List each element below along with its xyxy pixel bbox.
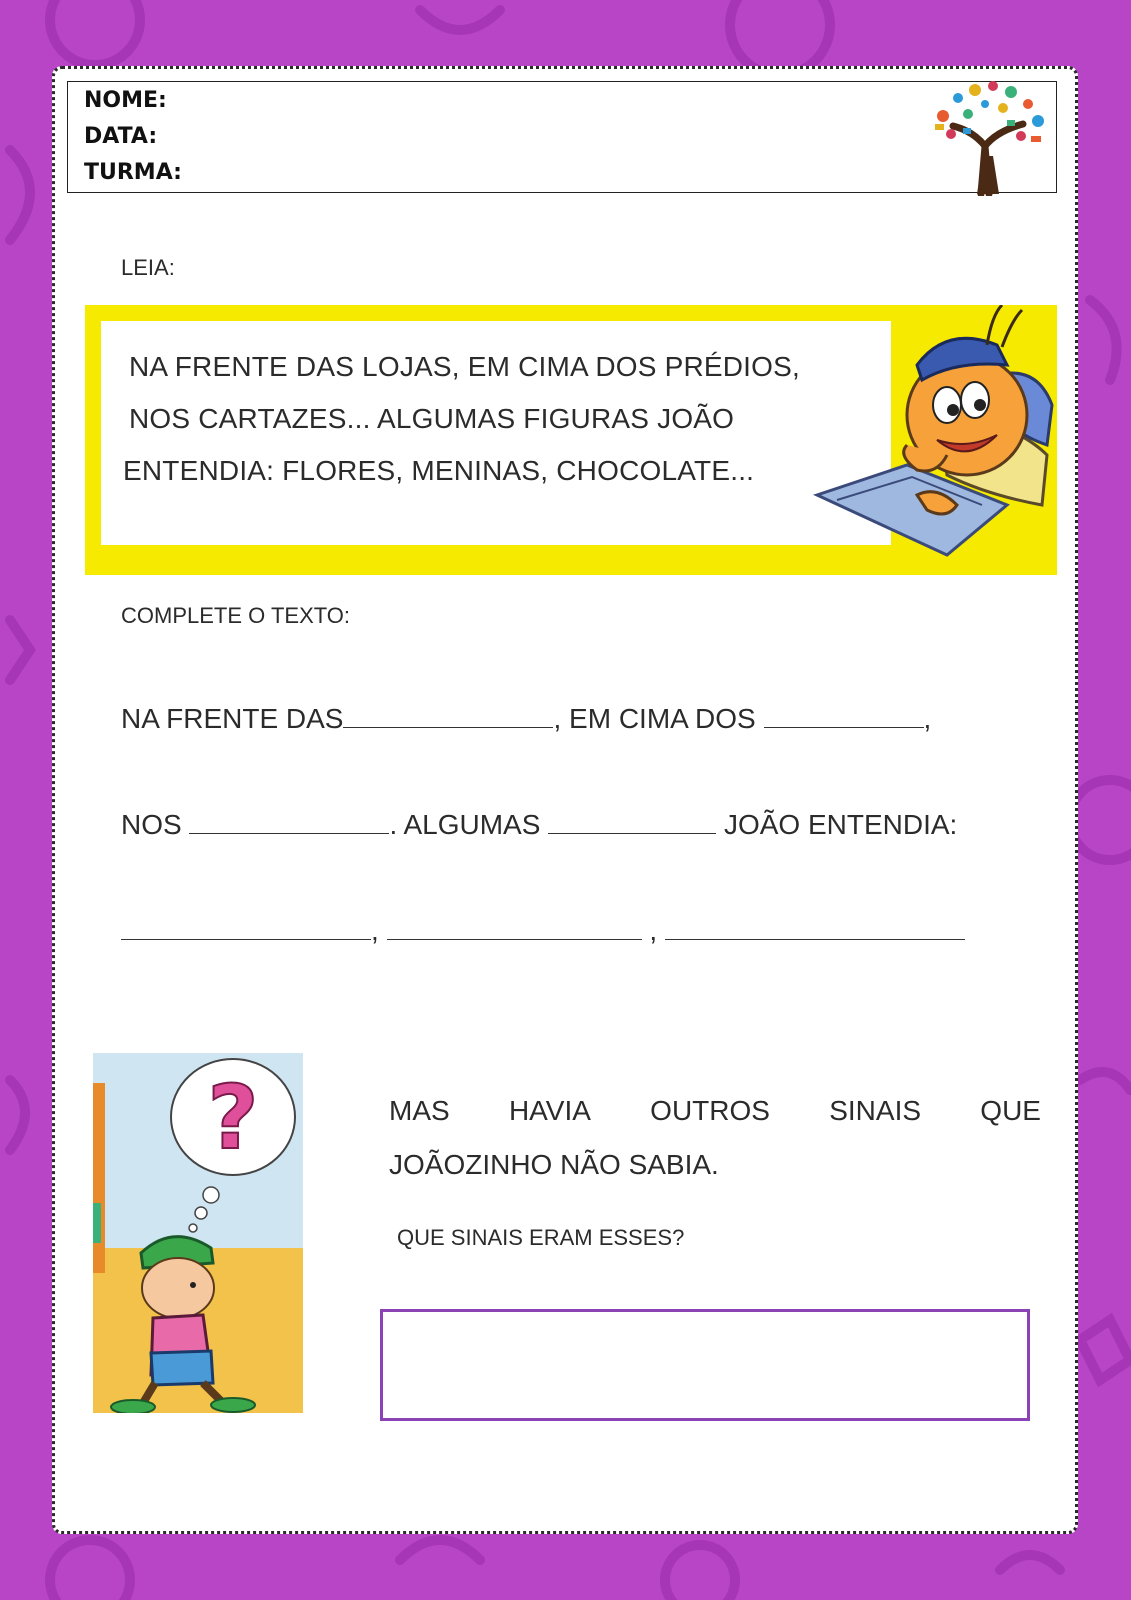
date-label: DATA: — [84, 124, 158, 149]
blank-7[interactable] — [665, 917, 965, 940]
student-info-box — [67, 81, 1057, 193]
question-text — [389, 1095, 1041, 1181]
fill-text-2a: NOS — [121, 809, 190, 840]
blank-3[interactable] — [189, 811, 389, 834]
word-5: QUE — [980, 1095, 1041, 1126]
blank-1[interactable] — [343, 705, 553, 728]
fill-sep-2: , — [641, 915, 658, 946]
word-4: SINAIS — [829, 1095, 922, 1126]
thinking-boy-illustration — [93, 1053, 303, 1413]
fill-line-2 — [121, 809, 957, 841]
question-line-2: JOÃOZINHO NÃO SABIA. — [389, 1149, 719, 1180]
story-line-1: NA FRENTE DAS LOJAS, EM CIMA DOS PRÉDIOS, — [129, 351, 800, 382]
story-line-3: ENTENDIA: FLORES, MENINAS, CHOCOLATE... — [123, 455, 755, 486]
blank-5[interactable] — [121, 917, 371, 940]
name-label: NOME: — [84, 88, 167, 113]
word-3: OUTROS — [650, 1095, 770, 1126]
book-tree-logo — [923, 76, 1053, 196]
story-line-2: NOS CARTAZES... ALGUMAS FIGURAS JOÃO — [129, 403, 735, 434]
blank-4[interactable] — [548, 811, 716, 834]
fill-sep-1: , — [371, 915, 379, 946]
fill-line-1 — [121, 703, 931, 735]
class-label: TURMA: — [84, 160, 182, 185]
fill-text-2b: . ALGUMAS — [389, 809, 549, 840]
fill-text-1b: , EM CIMA DOS — [553, 703, 764, 734]
blank-2[interactable] — [764, 705, 924, 728]
read-instruction: LEIA: — [121, 255, 175, 280]
blank-6[interactable] — [387, 917, 642, 940]
question-prompt: QUE SINAIS ERAM ESSES? — [397, 1225, 685, 1250]
worksheet — [52, 66, 1078, 1534]
question-mark-icon: ? — [207, 1066, 259, 1169]
story-text-box — [101, 321, 891, 545]
reading-bug-illustration — [797, 305, 1057, 575]
fill-text-1a: NA FRENTE DAS — [121, 703, 344, 734]
answer-box[interactable] — [380, 1309, 1030, 1421]
fill-line-3 — [121, 915, 965, 947]
question-line-1 — [389, 1095, 1041, 1127]
word-1: MAS — [389, 1095, 450, 1126]
fill-text-2c: JOÃO ENTENDIA: — [716, 809, 958, 840]
fill-text-1c: , — [923, 703, 932, 734]
complete-instruction: COMPLETE O TEXTO: — [121, 603, 351, 628]
reading-panel — [85, 305, 1057, 575]
word-2: HAVIA — [508, 1095, 591, 1126]
